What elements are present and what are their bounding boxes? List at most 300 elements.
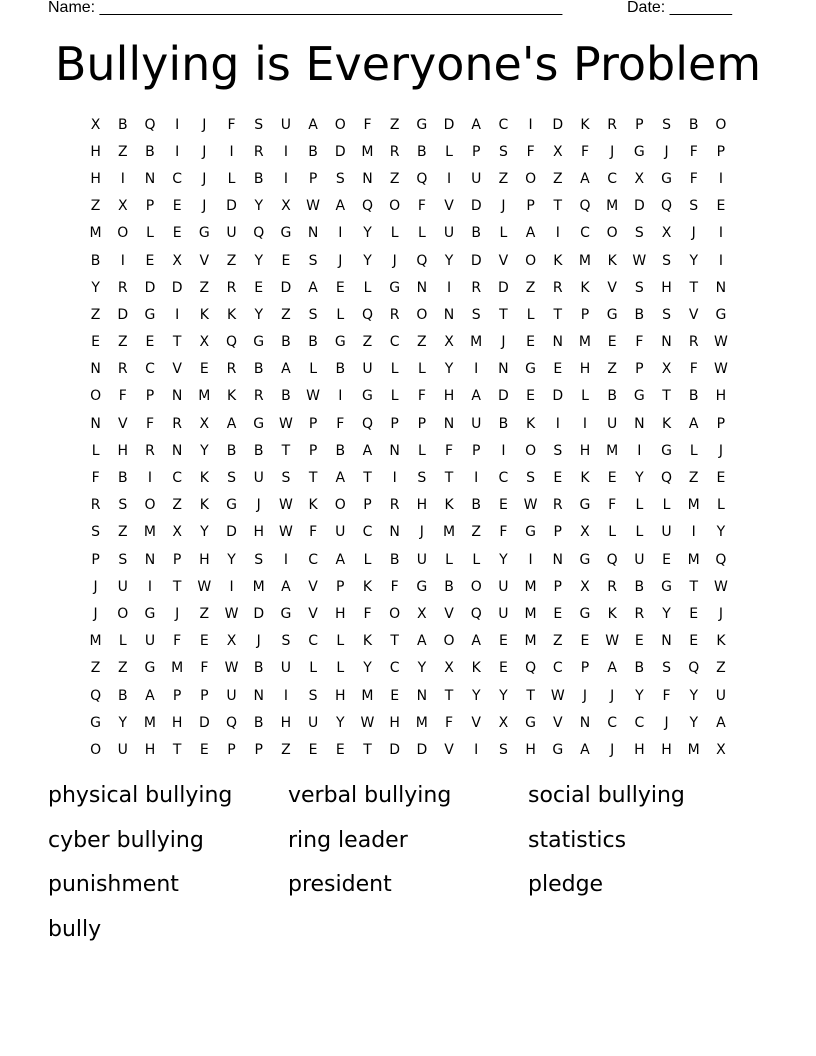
grid-letter[interactable]: U bbox=[253, 470, 264, 487]
grid-letter[interactable]: C bbox=[498, 470, 509, 487]
grid-letter[interactable]: C bbox=[498, 116, 509, 133]
grid-letter[interactable]: U bbox=[607, 415, 618, 432]
grid-letter[interactable]: M bbox=[89, 633, 102, 650]
grid-letter[interactable]: G bbox=[715, 306, 727, 323]
grid-letter[interactable]: G bbox=[226, 497, 237, 514]
grid-letter[interactable]: T bbox=[363, 741, 372, 758]
grid-letter[interactable]: S bbox=[498, 143, 508, 160]
grid-letter[interactable]: M bbox=[687, 551, 700, 568]
grid-letter[interactable]: Y bbox=[336, 714, 345, 731]
grid-letter[interactable]: F bbox=[118, 388, 127, 405]
grid-letter[interactable]: D bbox=[470, 198, 482, 215]
grid-letter[interactable]: C bbox=[145, 361, 155, 378]
grid-letter[interactable]: J bbox=[93, 578, 98, 595]
grid-letter[interactable]: J bbox=[202, 143, 207, 160]
grid-letter[interactable]: J bbox=[691, 225, 696, 242]
grid-letter[interactable]: H bbox=[579, 442, 591, 459]
grid-letter[interactable]: T bbox=[308, 470, 318, 487]
grid-letter[interactable]: R bbox=[253, 388, 264, 405]
grid-letter[interactable]: A bbox=[471, 633, 481, 650]
grid-letter[interactable]: E bbox=[281, 252, 291, 269]
grid-letter[interactable]: O bbox=[117, 225, 129, 242]
grid-letter[interactable]: U bbox=[471, 170, 482, 187]
grid-letter[interactable]: X bbox=[634, 170, 645, 187]
grid-letter[interactable]: H bbox=[525, 741, 536, 758]
grid-letter[interactable]: L bbox=[336, 633, 345, 650]
grid-letter[interactable]: U bbox=[226, 225, 237, 242]
grid-letter[interactable]: V bbox=[607, 279, 617, 296]
grid-letter[interactable]: Z bbox=[389, 116, 400, 133]
grid-letter[interactable]: R bbox=[607, 578, 618, 595]
grid-letter[interactable]: I bbox=[229, 143, 234, 160]
grid-letter[interactable]: T bbox=[390, 633, 399, 650]
grid-letter[interactable]: Z bbox=[498, 170, 509, 187]
grid-letter[interactable]: C bbox=[172, 170, 183, 187]
grid-letter[interactable]: I bbox=[446, 279, 452, 296]
grid-letter[interactable]: R bbox=[389, 143, 400, 160]
grid-letter[interactable]: G bbox=[144, 306, 156, 323]
grid-letter[interactable]: Y bbox=[499, 687, 508, 704]
grid-letter[interactable]: Q bbox=[144, 116, 156, 133]
grid-letter[interactable]: E bbox=[526, 388, 536, 405]
grid-letter[interactable]: D bbox=[552, 116, 564, 133]
grid-letter[interactable]: H bbox=[416, 497, 428, 514]
grid-letter[interactable]: E bbox=[662, 551, 671, 568]
grid-letter[interactable]: D bbox=[389, 741, 401, 758]
grid-letter[interactable]: E bbox=[199, 741, 209, 758]
grid-letter[interactable]: Y bbox=[254, 252, 263, 269]
grid-letter[interactable]: L bbox=[608, 524, 617, 541]
grid-letter[interactable]: H bbox=[335, 605, 346, 622]
grid-letter[interactable]: F bbox=[363, 116, 372, 133]
grid-letter[interactable]: X bbox=[580, 524, 590, 541]
grid-letter[interactable]: J bbox=[419, 524, 424, 541]
grid-letter[interactable]: M bbox=[524, 578, 537, 595]
grid-letter[interactable]: F bbox=[145, 415, 154, 432]
grid-letter[interactable]: J bbox=[338, 252, 343, 269]
grid-letter[interactable]: S bbox=[662, 116, 671, 133]
grid-letter[interactable]: S bbox=[498, 741, 508, 758]
grid-letter[interactable]: Q bbox=[253, 225, 265, 242]
grid-letter[interactable]: F bbox=[662, 687, 671, 704]
grid-letter[interactable]: N bbox=[171, 388, 183, 405]
grid-letter[interactable]: H bbox=[280, 714, 292, 731]
grid-letter[interactable]: S bbox=[308, 687, 318, 704]
grid-letter[interactable]: X bbox=[552, 143, 563, 160]
grid-letter[interactable]: J bbox=[664, 143, 669, 160]
grid-letter[interactable]: B bbox=[335, 361, 346, 378]
grid-letter[interactable]: L bbox=[689, 442, 698, 459]
grid-letter[interactable]: W bbox=[278, 524, 293, 541]
grid-letter[interactable]: E bbox=[145, 334, 155, 351]
grid-letter[interactable]: J bbox=[718, 442, 723, 459]
grid-letter[interactable]: D bbox=[117, 306, 129, 323]
grid-letter[interactable]: X bbox=[661, 361, 672, 378]
grid-letter[interactable]: L bbox=[363, 551, 372, 568]
grid-letter[interactable]: A bbox=[471, 388, 481, 405]
grid-letter[interactable]: G bbox=[661, 442, 672, 459]
grid-letter[interactable]: Z bbox=[117, 143, 128, 160]
grid-letter[interactable]: W bbox=[306, 198, 321, 215]
grid-letter[interactable]: L bbox=[417, 361, 426, 378]
grid-letter[interactable]: V bbox=[308, 605, 318, 622]
grid-letter[interactable]: A bbox=[308, 279, 318, 296]
grid-letter[interactable]: I bbox=[229, 578, 234, 595]
grid-letter[interactable]: Q bbox=[226, 714, 238, 731]
grid-letter[interactable]: O bbox=[525, 252, 537, 269]
grid-letter[interactable]: W bbox=[523, 497, 538, 514]
grid-letter[interactable]: L bbox=[499, 225, 508, 242]
grid-letter[interactable]: X bbox=[444, 660, 454, 677]
grid-letter[interactable]: J bbox=[256, 633, 261, 650]
grid-letter[interactable]: S bbox=[634, 225, 644, 242]
grid-letter[interactable]: N bbox=[661, 633, 672, 650]
grid-letter[interactable]: D bbox=[470, 252, 482, 269]
grid-letter[interactable]: Q bbox=[90, 687, 102, 704]
grid-letter[interactable]: K bbox=[362, 633, 373, 650]
grid-letter[interactable]: T bbox=[281, 442, 291, 459]
grid-letter[interactable]: K bbox=[580, 279, 590, 296]
grid-letter[interactable]: Y bbox=[254, 306, 263, 323]
grid-letter[interactable]: X bbox=[226, 633, 237, 650]
grid-letter[interactable]: E bbox=[634, 633, 644, 650]
grid-letter[interactable]: E bbox=[335, 741, 345, 758]
grid-letter[interactable]: P bbox=[635, 116, 644, 133]
grid-letter[interactable]: S bbox=[118, 551, 128, 568]
grid-letter[interactable]: J bbox=[718, 605, 723, 622]
grid-letter[interactable]: Y bbox=[417, 660, 427, 677]
grid-letter[interactable]: M bbox=[578, 334, 592, 351]
grid-letter[interactable]: Z bbox=[172, 497, 182, 514]
grid-letter[interactable]: H bbox=[661, 279, 672, 296]
grid-letter[interactable]: F bbox=[417, 388, 426, 405]
grid-letter[interactable]: F bbox=[363, 605, 372, 622]
grid-letter[interactable]: N bbox=[389, 524, 400, 541]
grid-letter[interactable]: S bbox=[281, 633, 291, 650]
grid-letter[interactable]: M bbox=[606, 198, 619, 215]
grid-letter[interactable]: D bbox=[198, 714, 210, 731]
grid-letter[interactable]: E bbox=[390, 687, 400, 704]
grid-letter[interactable]: E bbox=[716, 470, 726, 487]
grid-letter[interactable]: P bbox=[390, 415, 399, 432]
grid-letter[interactable]: N bbox=[90, 415, 101, 432]
grid-letter[interactable]: Z bbox=[607, 361, 617, 378]
grid-letter[interactable]: J bbox=[202, 198, 207, 215]
grid-letter[interactable]: L bbox=[309, 361, 317, 378]
grid-letter[interactable]: H bbox=[335, 687, 346, 704]
grid-letter[interactable]: N bbox=[362, 170, 373, 187]
grid-letter[interactable]: J bbox=[175, 605, 180, 622]
grid-letter[interactable]: T bbox=[689, 279, 698, 296]
grid-letter[interactable]: A bbox=[417, 633, 427, 650]
grid-letter[interactable]: V bbox=[688, 306, 699, 323]
grid-letter[interactable]: P bbox=[417, 415, 427, 432]
grid-letter[interactable]: E bbox=[553, 605, 563, 622]
grid-letter[interactable]: M bbox=[578, 252, 592, 269]
grid-letter[interactable]: O bbox=[389, 198, 401, 215]
grid-letter[interactable]: P bbox=[471, 143, 481, 160]
grid-letter[interactable]: H bbox=[634, 741, 645, 758]
grid-letter[interactable]: V bbox=[552, 714, 563, 731]
grid-letter[interactable]: Z bbox=[525, 279, 536, 296]
grid-letter[interactable]: L bbox=[417, 442, 426, 459]
grid-letter[interactable]: W bbox=[632, 252, 647, 269]
grid-letter[interactable]: Y bbox=[363, 225, 372, 242]
grid-letter[interactable]: G bbox=[579, 497, 591, 514]
grid-letter[interactable]: I bbox=[528, 116, 533, 133]
grid-letter[interactable]: L bbox=[472, 551, 481, 568]
grid-letter[interactable]: J bbox=[610, 143, 615, 160]
grid-letter[interactable]: Y bbox=[635, 687, 644, 704]
grid-letter[interactable]: L bbox=[118, 633, 127, 650]
grid-letter[interactable]: K bbox=[580, 116, 590, 133]
grid-letter[interactable]: E bbox=[199, 633, 209, 650]
grid-letter[interactable]: J bbox=[501, 198, 506, 215]
grid-letter[interactable]: R bbox=[607, 116, 618, 133]
grid-letter[interactable]: E bbox=[716, 198, 726, 215]
grid-letter[interactable]: N bbox=[144, 170, 156, 187]
grid-letter[interactable]: H bbox=[253, 524, 264, 541]
grid-letter[interactable]: B bbox=[117, 687, 128, 704]
grid-letter[interactable]: Z bbox=[552, 633, 563, 650]
grid-letter[interactable]: Y bbox=[444, 361, 454, 378]
grid-letter[interactable]: L bbox=[363, 279, 372, 296]
grid-letter[interactable]: E bbox=[498, 660, 508, 677]
date-field[interactable]: Date: _______ bbox=[627, 0, 732, 16]
grid-letter[interactable]: Z bbox=[281, 741, 291, 758]
grid-letter[interactable]: Q bbox=[688, 660, 700, 677]
grid-letter[interactable]: Y bbox=[91, 279, 100, 296]
grid-letter[interactable]: Y bbox=[689, 252, 698, 269]
grid-letter[interactable]: M bbox=[361, 143, 374, 160]
grid-letter[interactable]: H bbox=[661, 741, 672, 758]
grid-letter[interactable]: X bbox=[199, 415, 210, 432]
grid-letter[interactable]: S bbox=[553, 442, 563, 459]
grid-letter[interactable]: I bbox=[582, 415, 588, 432]
grid-letter[interactable]: W bbox=[713, 334, 728, 351]
grid-letter[interactable]: O bbox=[470, 578, 482, 595]
grid-letter[interactable]: Z bbox=[688, 470, 699, 487]
grid-letter[interactable]: S bbox=[526, 470, 536, 487]
grid-letter[interactable]: M bbox=[687, 497, 700, 514]
grid-letter[interactable]: O bbox=[90, 741, 102, 758]
grid-letter[interactable]: G bbox=[253, 334, 265, 351]
grid-letter[interactable]: U bbox=[661, 524, 672, 541]
grid-letter[interactable]: H bbox=[199, 551, 210, 568]
grid-letter[interactable]: S bbox=[634, 279, 644, 296]
grid-letter[interactable]: X bbox=[117, 198, 128, 215]
grid-letter[interactable]: J bbox=[392, 252, 397, 269]
grid-letter[interactable]: D bbox=[443, 116, 455, 133]
grid-letter[interactable]: Q bbox=[606, 551, 618, 568]
grid-letter[interactable]: E bbox=[689, 633, 699, 650]
grid-letter[interactable]: C bbox=[634, 714, 645, 731]
grid-letter[interactable]: O bbox=[389, 605, 401, 622]
grid-letter[interactable]: I bbox=[474, 470, 479, 487]
grid-letter[interactable]: N bbox=[498, 361, 509, 378]
grid-letter[interactable]: I bbox=[718, 252, 723, 269]
grid-letter[interactable]: L bbox=[390, 225, 399, 242]
grid-letter[interactable]: P bbox=[553, 578, 562, 595]
grid-letter[interactable]: W bbox=[605, 633, 620, 650]
grid-letter[interactable]: U bbox=[117, 578, 128, 595]
grid-letter[interactable]: R bbox=[226, 279, 237, 296]
grid-letter[interactable]: D bbox=[552, 388, 564, 405]
grid-letter[interactable]: O bbox=[443, 633, 455, 650]
grid-letter[interactable]: C bbox=[362, 524, 373, 541]
grid-letter[interactable]: B bbox=[308, 143, 318, 160]
grid-letter[interactable]: B bbox=[389, 551, 400, 568]
grid-letter[interactable]: F bbox=[580, 143, 589, 160]
grid-letter[interactable]: Z bbox=[90, 306, 101, 323]
grid-letter[interactable]: G bbox=[579, 605, 591, 622]
grid-letter[interactable]: Z bbox=[362, 334, 373, 351]
grid-letter[interactable]: J bbox=[202, 170, 207, 187]
grid-letter[interactable]: B bbox=[90, 252, 101, 269]
grid-letter[interactable]: K bbox=[444, 497, 454, 514]
grid-letter[interactable]: U bbox=[335, 524, 346, 541]
grid-letter[interactable]: V bbox=[498, 252, 509, 269]
grid-letter[interactable]: G bbox=[416, 116, 428, 133]
grid-letter[interactable]: B bbox=[281, 388, 291, 405]
grid-letter[interactable]: B bbox=[253, 660, 264, 677]
grid-letter[interactable]: O bbox=[715, 116, 727, 133]
grid-letter[interactable]: G bbox=[552, 741, 564, 758]
grid-letter[interactable]: J bbox=[610, 741, 615, 758]
grid-letter[interactable]: X bbox=[716, 741, 726, 758]
grid-letter[interactable]: B bbox=[117, 470, 128, 487]
grid-letter[interactable]: N bbox=[634, 415, 645, 432]
grid-letter[interactable]: K bbox=[471, 660, 481, 677]
grid-letter[interactable]: I bbox=[555, 225, 560, 242]
grid-letter[interactable]: B bbox=[417, 143, 427, 160]
grid-letter[interactable]: X bbox=[417, 605, 427, 622]
grid-letter[interactable]: O bbox=[334, 497, 346, 514]
grid-letter[interactable]: B bbox=[688, 388, 699, 405]
grid-letter[interactable]: O bbox=[144, 497, 156, 514]
grid-letter[interactable]: Z bbox=[199, 279, 210, 296]
grid-letter[interactable]: R bbox=[389, 497, 400, 514]
grid-letter[interactable]: V bbox=[199, 252, 210, 269]
grid-letter[interactable]: B bbox=[688, 116, 699, 133]
grid-letter[interactable]: S bbox=[689, 198, 699, 215]
grid-letter[interactable]: O bbox=[416, 306, 428, 323]
grid-letter[interactable]: T bbox=[363, 470, 372, 487]
grid-letter[interactable]: C bbox=[552, 660, 563, 677]
grid-letter[interactable]: F bbox=[227, 116, 236, 133]
grid-letter[interactable]: P bbox=[471, 442, 481, 459]
grid-letter[interactable]: N bbox=[443, 306, 455, 323]
grid-letter[interactable]: Y bbox=[200, 524, 209, 541]
grid-letter[interactable]: G bbox=[525, 361, 537, 378]
grid-letter[interactable]: N bbox=[171, 442, 183, 459]
grid-letter[interactable]: N bbox=[90, 361, 101, 378]
grid-letter[interactable]: Z bbox=[117, 660, 128, 677]
grid-letter[interactable]: B bbox=[226, 442, 237, 459]
grid-letter[interactable]: T bbox=[172, 334, 182, 351]
grid-letter[interactable]: L bbox=[227, 170, 236, 187]
grid-letter[interactable]: Y bbox=[254, 198, 263, 215]
grid-letter[interactable]: V bbox=[172, 361, 182, 378]
grid-letter[interactable]: Q bbox=[470, 605, 482, 622]
grid-letter[interactable]: J bbox=[93, 605, 98, 622]
grid-letter[interactable]: B bbox=[471, 497, 482, 514]
grid-letter[interactable]: I bbox=[283, 551, 288, 568]
grid-letter[interactable]: R bbox=[253, 143, 264, 160]
grid-letter[interactable]: X bbox=[90, 116, 101, 133]
grid-letter[interactable]: S bbox=[471, 306, 481, 323]
grid-letter[interactable]: M bbox=[606, 442, 619, 459]
grid-letter[interactable]: E bbox=[254, 279, 264, 296]
grid-letter[interactable]: I bbox=[120, 252, 125, 269]
grid-letter[interactable]: F bbox=[689, 170, 698, 187]
grid-letter[interactable]: Q bbox=[361, 306, 373, 323]
grid-letter[interactable]: Y bbox=[363, 660, 372, 677]
grid-letter[interactable]: D bbox=[498, 388, 509, 405]
grid-letter[interactable]: L bbox=[717, 497, 725, 514]
grid-letter[interactable]: G bbox=[525, 524, 537, 541]
grid-letter[interactable]: I bbox=[175, 116, 180, 133]
grid-letter[interactable]: Y bbox=[363, 252, 372, 269]
grid-letter[interactable]: Q bbox=[661, 470, 673, 487]
grid-letter[interactable]: Z bbox=[716, 660, 726, 677]
grid-letter[interactable]: E bbox=[689, 605, 699, 622]
grid-letter[interactable]: F bbox=[173, 633, 182, 650]
grid-letter[interactable]: X bbox=[172, 252, 182, 269]
grid-letter[interactable]: M bbox=[89, 225, 102, 242]
grid-letter[interactable]: Z bbox=[471, 524, 482, 541]
grid-letter[interactable]: U bbox=[280, 116, 292, 133]
grid-letter[interactable]: D bbox=[416, 741, 428, 758]
grid-letter[interactable]: Q bbox=[226, 334, 238, 351]
grid-letter[interactable]: D bbox=[253, 605, 265, 622]
grid-letter[interactable]: V bbox=[308, 578, 318, 595]
grid-letter[interactable]: P bbox=[526, 198, 535, 215]
grid-letter[interactable]: O bbox=[117, 605, 129, 622]
grid-letter[interactable]: D bbox=[226, 198, 237, 215]
grid-letter[interactable]: I bbox=[501, 442, 506, 459]
grid-letter[interactable]: N bbox=[307, 225, 319, 242]
grid-letter[interactable]: H bbox=[579, 361, 591, 378]
grid-letter[interactable]: T bbox=[499, 306, 508, 323]
grid-letter[interactable]: I bbox=[338, 388, 343, 405]
grid-letter[interactable]: B bbox=[634, 660, 645, 677]
grid-letter[interactable]: I bbox=[474, 741, 479, 758]
grid-letter[interactable]: Y bbox=[118, 714, 128, 731]
grid-letter[interactable]: X bbox=[661, 225, 672, 242]
grid-letter[interactable]: I bbox=[283, 170, 288, 187]
grid-letter[interactable]: S bbox=[118, 497, 128, 514]
grid-letter[interactable]: P bbox=[716, 415, 726, 432]
grid-letter[interactable]: X bbox=[498, 714, 509, 731]
grid-letter[interactable]: K bbox=[308, 497, 318, 514]
grid-letter[interactable]: S bbox=[662, 660, 671, 677]
grid-letter[interactable]: U bbox=[471, 415, 482, 432]
grid-letter[interactable]: E bbox=[498, 497, 508, 514]
grid-letter[interactable]: E bbox=[553, 470, 563, 487]
grid-letter[interactable]: D bbox=[226, 524, 237, 541]
grid-letter[interactable]: J bbox=[664, 714, 669, 731]
grid-letter[interactable]: T bbox=[689, 578, 698, 595]
grid-letter[interactable]: P bbox=[172, 551, 182, 568]
grid-letter[interactable]: T bbox=[444, 470, 454, 487]
grid-letter[interactable]: L bbox=[336, 306, 345, 323]
grid-letter[interactable]: C bbox=[607, 714, 618, 731]
grid-letter[interactable]: P bbox=[580, 306, 590, 323]
grid-letter[interactable]: I bbox=[474, 361, 479, 378]
grid-letter[interactable]: S bbox=[662, 252, 671, 269]
grid-letter[interactable]: S bbox=[227, 470, 236, 487]
